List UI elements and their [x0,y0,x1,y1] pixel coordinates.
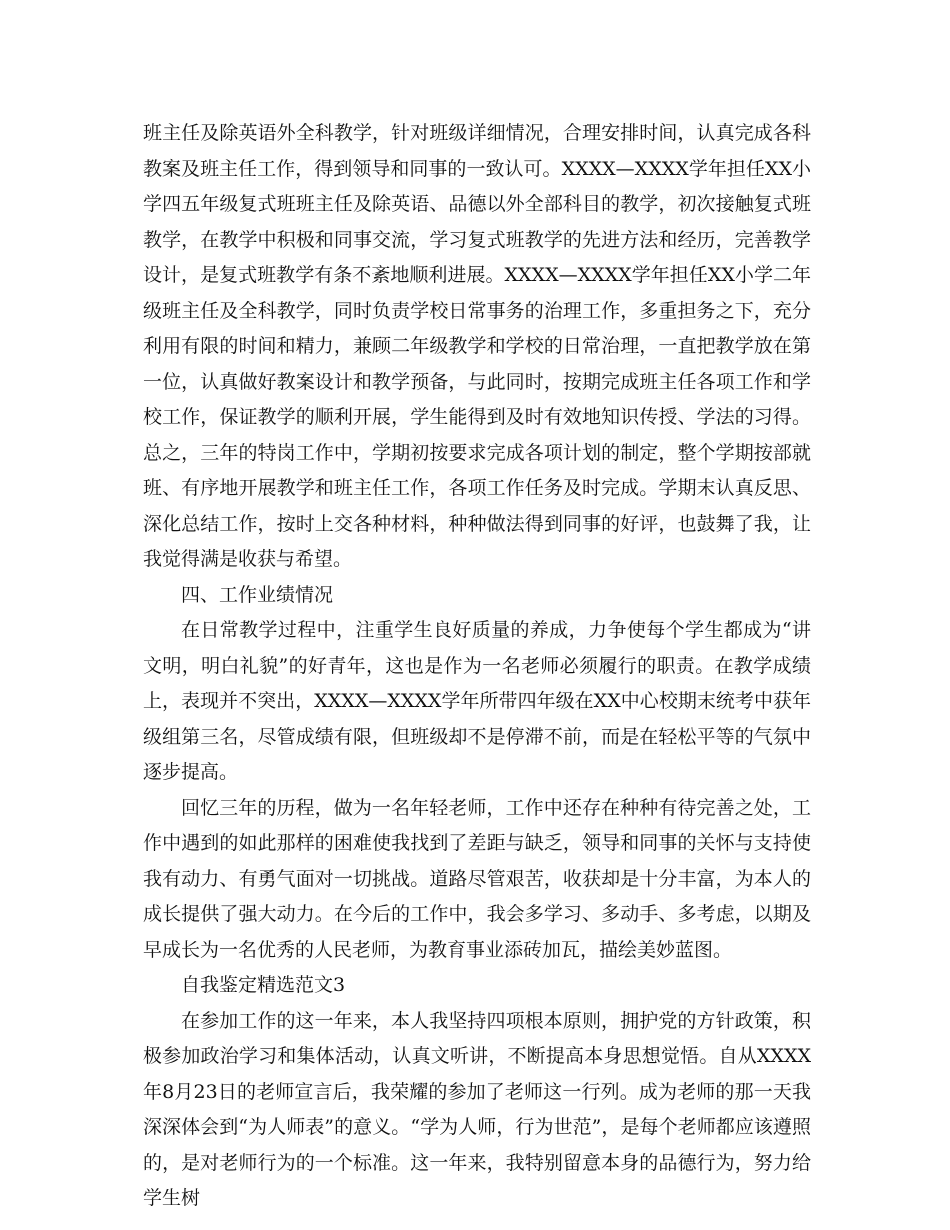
paragraph-reflection: 回忆三年的历程，做为一名年轻老师，工作中还存在种种有待完善之处，工作中遇到的如此那样的困难使我找到了差距与缺乏，领导和同事的关怀与支持使我有动力、有勇气面对一切挑战。道路尽管艰苦，收获却是十分丰富，为本人的成长提供了强大动力。在今后的工作中，我会多学习、多动手、多考虑，以期及早成长为一名优秀的人民老师，为教育事业添砖加瓦，描绘美妙蓝图。 [143,796,811,961]
paragraph-teaching-results: 在日常教学过程中，注重学生良好质量的养成，力争使每个学生都成为“讲文明，明白礼貌”的好青年，这也是作为一名老师必须履行的职责。在教学成绩上，表现并不突出，XXXX—XXXX学年所带四年级在XX中心校期末统考中获年级组第三名，尽管成绩有限，但班级却不是停滞不前，而是在轻松平等的气氛中逐步提高。 [143,619,811,783]
paragraph-class-teaching-summary: 班主任及除英语外全科教学，针对班级详细情况，合理安排时间，认真完成各科教案及班主任工作，得到领导和同事的一致认可。XXXX—XXXX学年担任XX小学四五年级复式班班主任及除英语、品德以外全部科目的教学，初次接触复式班教学，在教学中积极和同事交流，学习复式班教学的先进方法和经历，完善教学设计，是复式班教学有条不紊地顺利进展。XXXX—XXXX学年担任XX小学二年级班主任及全科教学，同时负责学校日常事务的治理工作，多重担务之下，充分利用有限的时间和精力，兼顾二年级教学和学校的日常治理，一直把教学放在第一位，认真做好教案设计和教学预备，与此同时，按期完成班主任各项工作和学校工作，保证教学的顺利开展，学生能得到及时有效地知识传授、学法的习得。总之，三年的特岗工作中，学期初按要求完成各项计划的制定，整个学期按部就班、有序地开展教学和班主任工作，各项工作任务及时完成。学期末认真反思、深化总结工作，按时上交各种材料，种种做法得到同事的好评，也鼓舞了我，让我觉得满是收获与希望。 [143,122,811,570]
section-heading-sample-essay-3: 自我鉴定精选范文3 [181,974,346,996]
paragraph-first-year-work: 在参加工作的这一年来，本人我坚持四项根本原则，拥护党的方针政策，积极参加政治学习和集体活动，认真文听讲，不断提高本身思想觉悟。自从XXXX年8月23日的老师宣言后，我荣耀的参加了老师这一行列。成为老师的那一天我深深体会到“为人师表”的意义。“学为人师，行为世范”，是每个老师都应该遵照的，是对老师行为的一个标准。这一年来，我特别留意本身的品德行为，努力给学生树 [143,1009,811,1209]
document-page [143,116,811,1217]
section-heading-work-performance: 四、工作业绩情况 [181,583,334,606]
